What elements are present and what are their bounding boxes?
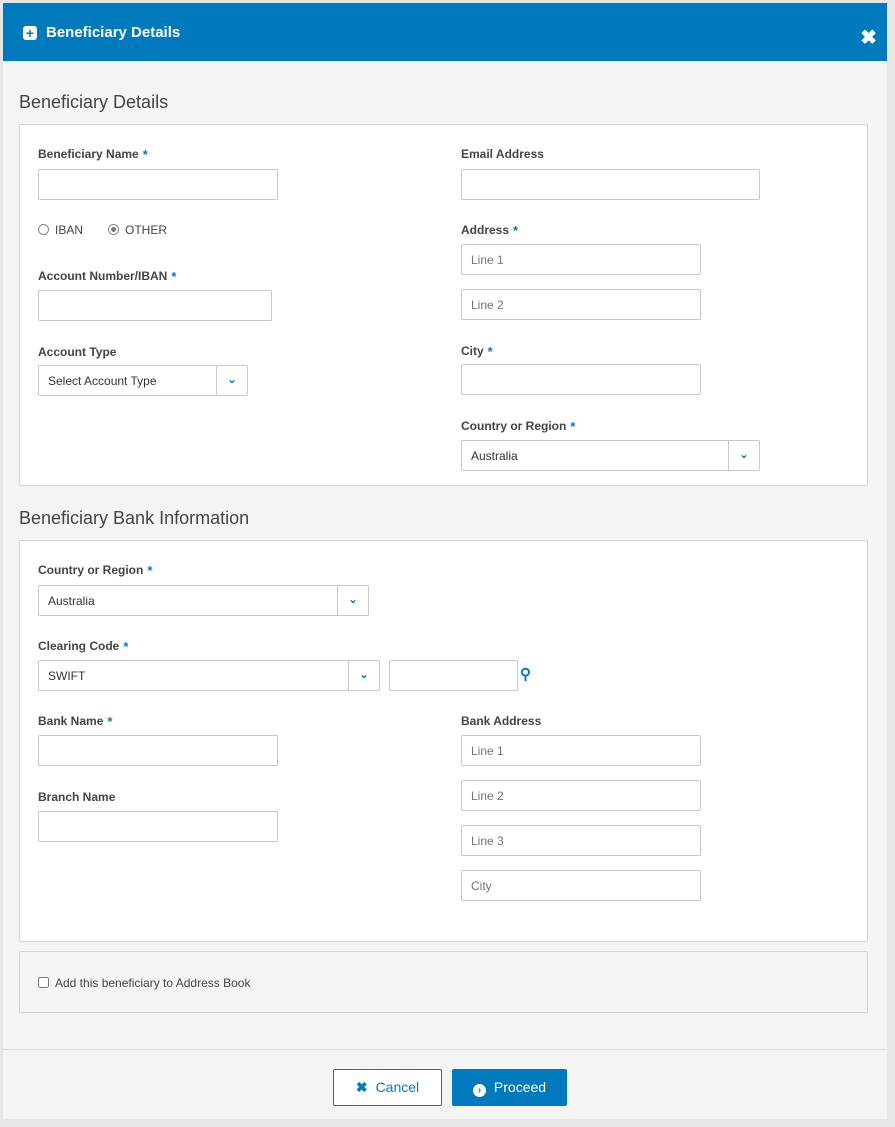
chevron-down-icon: ⌄ [337,586,368,615]
beneficiary-dialog [3,3,887,1119]
address-book-panel [19,951,868,1013]
radio-other[interactable]: OTHER [108,223,167,237]
radio-iban[interactable]: IBAN [38,223,83,237]
x-icon: ✖ [355,1079,368,1095]
address-line2-input[interactable] [461,289,701,320]
bank-city-input[interactable] [461,870,701,901]
bank-address-line1-input[interactable] [461,735,701,766]
chevron-down-icon: ⌄ [728,441,759,470]
bank-address-label: Bank Address [461,714,542,728]
city-input[interactable] [461,364,701,395]
country-label: Country or Region * [461,419,576,434]
bank-panel [19,540,868,942]
clearing-code-select[interactable]: SWIFT ⌄ [38,660,380,691]
bank-name-input[interactable] [38,735,278,766]
bank-name-label: Bank Name * [38,714,113,729]
clearing-code-input[interactable] [389,660,518,691]
bank-country-select[interactable]: Australia ⌄ [38,585,369,616]
account-number-input[interactable] [38,290,272,321]
country-select[interactable]: Australia ⌄ [461,440,760,471]
proceed-button[interactable]: › Proceed [452,1069,567,1106]
chevron-down-icon: ⌄ [348,661,379,690]
address-book-checkbox[interactable]: Add this beneficiary to Address Book [38,976,250,990]
dialog-header [3,3,887,61]
address-line1-input[interactable] [461,244,701,275]
address-label: Address * [461,223,519,238]
section-title-details: Beneficiary Details [19,92,169,112]
footer-divider [3,1049,887,1050]
chevron-down-icon: ⌄ [216,366,247,395]
cancel-button[interactable]: ✖ Cancel [333,1069,442,1106]
beneficiary-name-label: Beneficiary Name * [38,147,148,162]
chevron-right-circle-icon: › [473,1084,486,1097]
account-type-label: Account Type [38,345,117,359]
search-icon[interactable]: ⚲ [520,666,531,683]
bank-country-label: Country or Region * [38,563,153,578]
bank-address-line2-input[interactable] [461,780,701,811]
section-title-bank: Beneficiary Bank Information [19,508,250,528]
plus-square-icon: + [23,26,37,40]
clearing-code-label: Clearing Code * [38,639,129,654]
branch-name-input[interactable] [38,811,278,842]
account-number-label: Account Number/IBAN * [38,269,177,284]
beneficiary-name-input[interactable] [38,169,278,200]
city-label: City * [461,344,493,359]
bank-address-line3-input[interactable] [461,825,701,856]
account-type-select[interactable]: Select Account Type ⌄ [38,365,248,396]
email-input[interactable] [461,169,760,200]
branch-name-label: Branch Name [38,790,116,804]
close-icon[interactable]: ✖ [860,27,877,49]
dialog-title: Beneficiary Details [46,24,181,41]
details-panel [19,124,868,486]
email-label: Email Address [461,147,544,161]
